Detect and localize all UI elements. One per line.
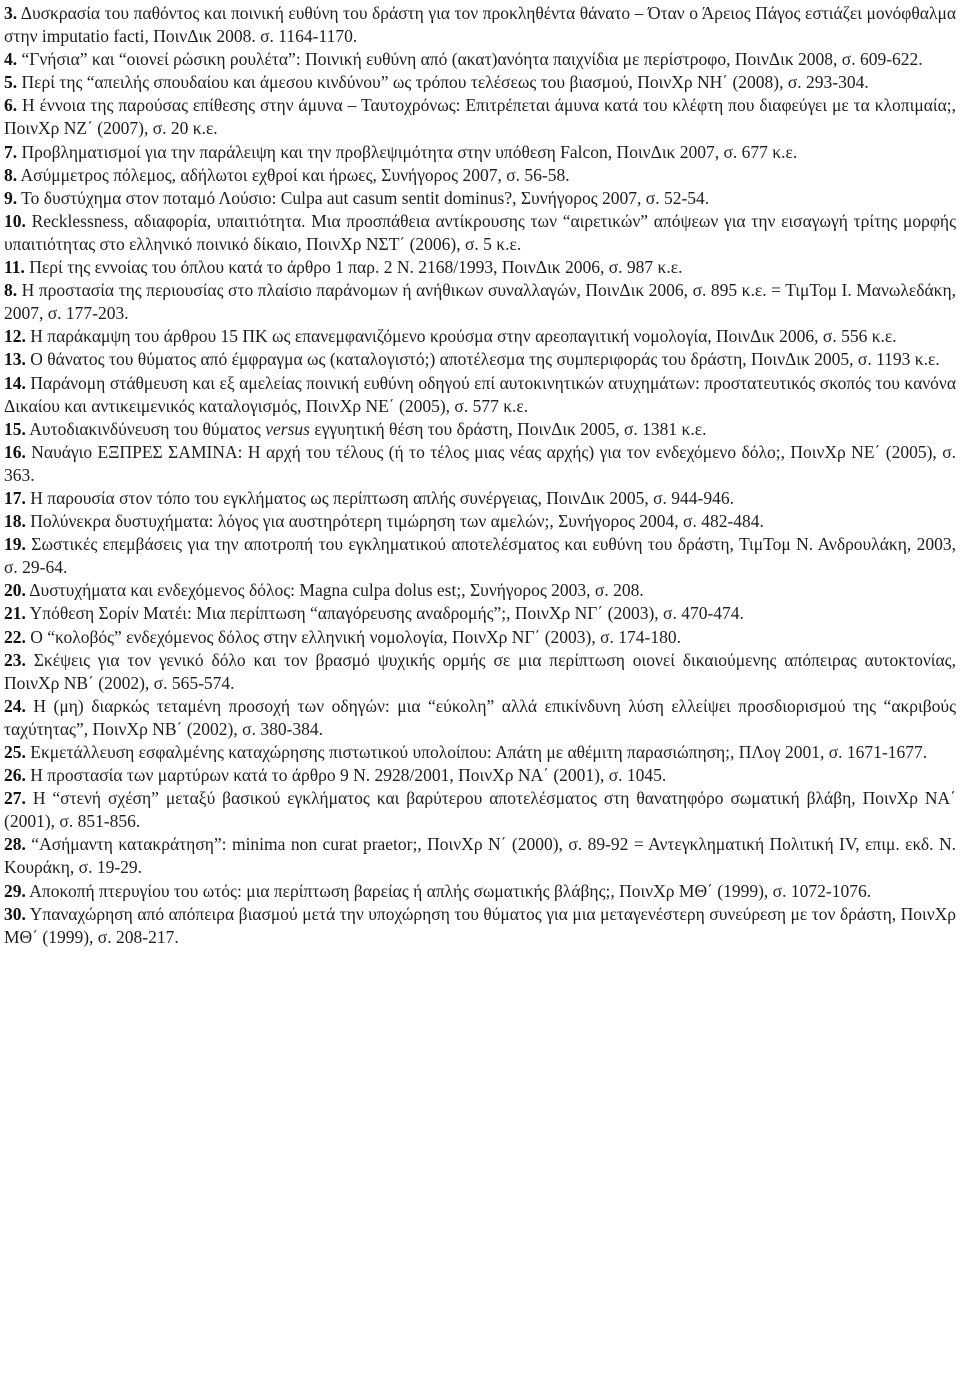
entry-number: 11.	[4, 257, 25, 278]
entry-citation: Σωστικές επεμβάσεις για την αποτροπή του εγκληματικού αποτελέσματος και ευθύνη του δράστη, ΤιμΤομ Ν. Ανδρουλάκη, 2003, σ. 29-64.	[4, 534, 956, 578]
publication-entry	[4, 903, 956, 949]
entry-citation: Η παράκαμψη του άρθρου 15 ΠΚ ως επανεμφανιζόμενο κρούσμα στην αρεοπαγιτική νομολογία, ΠοινΔικ 2006, σ. 556 κ.ε.	[25, 326, 897, 347]
publication-entry	[4, 372, 956, 418]
entry-number: 7.	[4, 141, 18, 162]
publication-entry	[4, 833, 956, 879]
entry-citation: Η (μη) διαρκώς τεταμένη προσοχή των οδηγών: μια “εύκολη” αλλά επικίνδυνη λύση ελλείψει προσδιορισμού της “ακριβούς ταχύτητας”, ΠοινΧρ ΝΒ΄ (2002), σ. 380-384.	[4, 695, 956, 739]
entry-number: 8.	[4, 280, 18, 301]
publication-list	[4, 2, 956, 949]
entry-number: 25.	[4, 742, 26, 762]
entry-citation: Υπαναχώρηση από απόπειρα βιασμού μετά την υποχώρηση του θύματος για μια μεταγενέστερη συνεύρεση με τον δράστη, ΠοινΧρ ΜΘ΄ (1999), σ. 208-217.	[4, 903, 956, 947]
entry-number: 23.	[4, 649, 26, 670]
entry-number: 26.	[4, 765, 26, 786]
entry-citation: Ναυάγιο ΕΞΠΡΕΣ ΣΑΜΙΝΑ: Η αρχή του τέλους (ή το τέλος μιας νέας αρχής) για τον ενδεχόμενο δόλο;, ΠοινΧρ ΝΕ΄ (2005), σ. 363.	[4, 441, 956, 485]
publication-entry	[4, 695, 956, 741]
publication-entry	[4, 94, 956, 140]
publication-entry	[4, 441, 956, 487]
entry-number: 5.	[4, 72, 18, 93]
entry-number: 4.	[4, 49, 18, 70]
entry-number: 28.	[4, 834, 26, 855]
entry-citation: Πολύνεκρα δυστυχήματα: λόγος για αυστηρότερη τιμώρηση των αμελών;, Συνήγορος 2004, σ. 482-484.	[25, 511, 764, 532]
entry-citation: Υπόθεση Σορίν Ματέι: Μια περίπτωση “απαγόρευσης αναδρομής”;, ΠοινΧρ ΝΓ΄ (2003), σ. 470-474.	[25, 603, 744, 624]
entry-number: 24.	[4, 695, 26, 716]
entry-citation: Η προστασία της περιουσίας στο πλαίσιο παράνομων ή ανήθικων συναλλαγών, ΠοινΔικ 2006, σ. 895 κ.ε. = ΤιμΤομ Ι. Μανωλεδάκη, 2007, σ. 177-203.	[4, 280, 956, 324]
entry-number: 22.	[4, 626, 26, 647]
entry-citation: “Γνήσια” και “οιονεί ρώσικη ρουλέτα”: Ποινική ευθύνη από (ακατ)ανόητα παιχνίδια με περίστροφο, ΠοινΔικ 2008, σ. 609-622.	[17, 49, 923, 70]
publication-entry	[4, 880, 956, 903]
entry-citation: Η προστασία των μαρτύρων κατά το άρθρο 9 Ν. 2928/2001, ΠοινΧρ ΝΑ΄ (2001), σ. 1045.	[25, 765, 667, 786]
entry-citation: Το δυστύχημα στον ποταμό Λούσιο: Culpa aut casum sentit dominus?, Συνήγορος 2007, σ. 52-54.	[17, 187, 710, 208]
entry-number: 20.	[4, 580, 26, 601]
publication-entry	[4, 71, 956, 94]
publication-entry	[4, 787, 956, 833]
entry-number: 12.	[4, 326, 26, 347]
entry-citation: Προβληματισμοί για την παράλειψη και την προβλεψιμότητα στην υπόθεση Falcon, ΠοινΔικ 2007, σ. 677 κ.ε.	[17, 141, 798, 162]
publication-entry	[4, 2, 956, 48]
entry-citation: Αποκοπή πτερυγίου του ωτός: μια περίπτωση βαρείας ή απλής σωματικής βλάβης;, ΠοινΧρ ΜΘ΄ (1999), σ. 1072-1076.	[25, 880, 872, 901]
entry-number: 15.	[4, 418, 26, 439]
entry-number: 3.	[4, 3, 18, 23]
publication-entry	[4, 279, 956, 325]
publication-entry	[4, 325, 956, 348]
publication-entry	[4, 187, 956, 210]
entry-number: 19.	[4, 534, 26, 555]
publication-entry	[4, 348, 956, 371]
entry-number: 21.	[4, 603, 26, 624]
publication-entry	[4, 418, 956, 441]
entry-citation: Σκέψεις για τον γενικό δόλο και τον βρασμό ψυχικής ορμής σε μια περίπτωση οιονεί δικαιούμενης απόπειρας αυτοκτονίας, ΠοινΧρ ΝΒ΄ (2002), σ. 565-574.	[4, 649, 956, 693]
entry-citation: Ασύμμετρος πόλεμος, αδήλωτοι εχθροί και ήρωες, Συνήγορος 2007, σ. 56-58.	[17, 164, 570, 185]
publication-entry	[4, 48, 956, 71]
entry-number: 29.	[4, 880, 26, 901]
entry-citation: Δυσκρασία του παθόντος και ποινική ευθύνη του δράστη για τον προκληθέντα θάνατο – Όταν ο Άρειος Πάγος εστιάζει μονόφθαλμα στην imputatio facti, ΠοινΔικ 2008. σ. 1164-1170.	[4, 3, 956, 47]
publication-entry	[4, 602, 956, 625]
publication-entry	[4, 533, 956, 579]
entry-citation: Δυστυχήματα και ενδεχόμενος δόλος: Magna culpa dolus est;, Συνήγορος 2003, σ. 208.	[25, 580, 644, 601]
entry-citation: Περί της “απειλής σπουδαίου και άμεσου κινδύνου” ως τρόπου τελέσεως του βιασμού, ΠοινΧρ ΝΗ΄ (2008), σ. 293-304.	[17, 72, 869, 93]
entry-citation: Εκμετάλλευση εσφαλμένης καταχώρησης πιστωτικού υπολοίπου: Απάτη με αθέμιτη παρασιώπηση;, ΠΛογ 2001, σ. 1671-1677.	[25, 742, 928, 762]
entry-number: 8.	[4, 164, 18, 185]
publication-entry	[4, 579, 956, 602]
entry-number: 13.	[4, 349, 26, 370]
publication-entry	[4, 764, 956, 787]
entry-citation: Recklessness, αδιαφορία, υπαιτιότητα. Μια προσπάθεια αντίκρουσης των “αιρετικών” απόψεων για την εισαγωγή τρίτης μορφής υπαιτιότητας στο ελληνικό ποινικό δίκαιο, ΠοινΧρ ΝΣΤ΄ (2006), σ. 5 κ.ε.	[4, 210, 956, 254]
publication-entry	[4, 210, 956, 256]
publication-entry	[4, 141, 956, 164]
entry-citation: Παράνομη στάθμευση και εξ αμελείας ποινική ευθύνη οδηγού επί αυτοκινητικών ατυχημάτων: προστατευτικός σκοπός του κανόνα Δικαίου και αντικειμενικός καταλογισμός, ΠοινΧρ ΝΕ΄ (2005), σ. 577 κ.ε.	[4, 372, 956, 416]
publication-entry	[4, 649, 956, 695]
entry-citation: Ο “κολοβός” ενδεχόμενος δόλος στην ελληνική νομολογία, ΠοινΧρ ΝΓ΄ (2003), σ. 174-180.	[25, 626, 681, 647]
publication-entry	[4, 510, 956, 533]
entry-number: 16.	[4, 441, 26, 462]
entry-citation: Η έννοια της παρούσας επίθεσης στην άμυνα – Ταυτοχρόνως: Επιτρέπεται άμυνα κατά του κλέφτη που διαφεύγει με τα κλοπιμαία;, ΠοινΧρ ΝΖ΄ (2007), σ. 20 κ.ε.	[4, 95, 956, 139]
entry-citation: Περί της εννοίας του όπλου κατά το άρθρο 1 παρ. 2 Ν. 2168/1993, ΠοινΔικ 2006, σ. 987 κ.ε.	[24, 257, 683, 278]
entry-number: 18.	[4, 511, 26, 532]
entry-number: 17.	[4, 487, 26, 508]
entry-number: 27.	[4, 788, 26, 809]
publication-entry	[4, 626, 956, 649]
entry-number: 6.	[4, 95, 18, 116]
entry-citation: Η “στενή σχέση” μεταξύ βασικού εγκλήματος και βαρύτερου αποτελέσματος στη θανατηφόρο σωματική βλάβη, ΠοινΧρ ΝΑ΄ (2001), σ. 851-856.	[4, 788, 956, 832]
publication-entry	[4, 741, 956, 764]
publication-entry	[4, 487, 956, 510]
publication-entry	[4, 164, 956, 187]
entry-citation: Ο θάνατος του θύματος από έμφραγμα ως (καταλογιστό;) αποτέλεσμα της συμπεριφοράς του δράστη, ΠοινΔικ 2005, σ. 1193 κ.ε.	[25, 349, 940, 370]
entry-citation: “Ασήμαντη κατακράτηση”: minima non curat praetor;, ΠοινΧρ Ν΄ (2000), σ. 89-92 = Αντεγκληματική Πολιτική IV, επιμ. εκδ. Ν. Κουράκη, σ. 19-29.	[4, 834, 956, 878]
publication-entry	[4, 256, 956, 279]
entry-number: 9.	[4, 187, 18, 208]
entry-number: 14.	[4, 372, 26, 393]
entry-number: 10.	[4, 210, 26, 231]
entry-citation: Η παρουσία στον τόπο του εγκλήματος ως περίπτωση απλής συνέργειας, ΠοινΔικ 2005, σ. 944-946.	[25, 487, 735, 508]
entry-number: 30.	[4, 903, 26, 924]
entry-citation: Αυτοδιακινδύνευση του θύματος versus εγγυητική θέση του δράστη, ΠοινΔικ 2005, σ. 1381 κ.ε.	[25, 418, 707, 439]
